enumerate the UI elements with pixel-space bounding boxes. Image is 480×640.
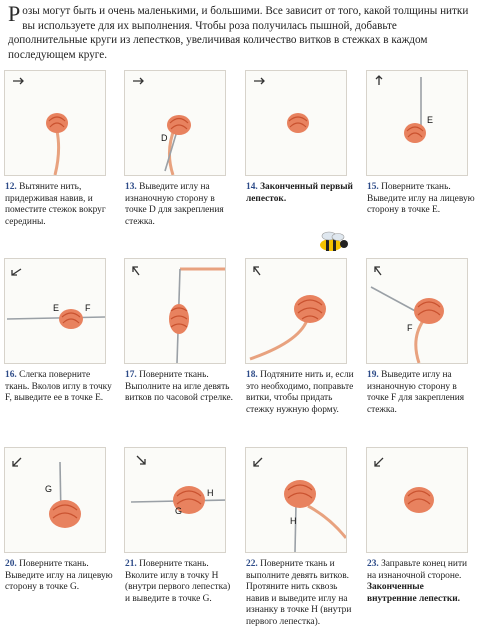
step-23-bold-text: Законченные внутренние лепестки. xyxy=(367,582,460,604)
point-label: H xyxy=(207,488,214,498)
point-label: F xyxy=(85,303,91,313)
step-12-illustration xyxy=(5,71,106,176)
step-17-caption xyxy=(125,370,233,405)
step-13-number: 13. xyxy=(125,182,137,192)
rose-knot xyxy=(284,480,316,508)
step-16-text: Слегка поверните ткань. Вколов иглу в точку F, выведите ее в точке E. xyxy=(5,370,112,404)
step-12-photo xyxy=(4,70,106,176)
step-21-number: 21. xyxy=(125,559,137,569)
step-16-illustration xyxy=(5,259,106,364)
point-label: G xyxy=(45,484,53,494)
step-19-caption xyxy=(367,370,475,416)
rose-knot xyxy=(294,295,326,323)
needle xyxy=(371,287,419,313)
intro-text: озы могут быть и очень маленькими, и большими. Все зависит от того, какой толщины нитки вы используете для их выполнения. Чтобы роза получилась пышной, добавьте дополнительные круги из лепестков, увеличивая количество витков в стежках в каждом последующем круге. xyxy=(8,5,469,61)
step-22-caption xyxy=(246,559,354,629)
step-22-photo xyxy=(245,447,347,553)
thread-tail xyxy=(250,317,308,359)
step-22-illustration xyxy=(246,448,347,553)
step-19-photo xyxy=(366,258,468,364)
arrow-icon xyxy=(133,78,143,84)
step-23-number: 23. xyxy=(367,559,379,569)
step-12-text: Вытяните нить, придерживая навив, и поместите стежок вокруг середины. xyxy=(5,182,106,227)
step-17-photo xyxy=(124,258,226,364)
step-15-number: 15. xyxy=(367,182,379,192)
step-19-text: Выведите иглу на изнаночную сторону в точке F для закрепления стежка. xyxy=(367,370,465,415)
step-18-caption xyxy=(246,370,354,416)
thread-tail xyxy=(55,131,59,175)
arrow-icon xyxy=(254,267,260,275)
intro-drop-letter: Р xyxy=(8,1,21,26)
step-18-text: Подтяните нить и, если это необходимо, поправьте витки, чтобы придать стежку нужную форму. xyxy=(246,370,354,415)
step-12-caption xyxy=(5,182,113,228)
arrow-icon xyxy=(12,269,21,275)
step-20-caption xyxy=(5,559,113,594)
step-14-caption xyxy=(246,182,354,205)
rose-knot xyxy=(49,500,81,528)
step-17-illustration xyxy=(125,259,226,364)
thread-tail xyxy=(308,506,346,538)
step-15-caption xyxy=(367,182,475,217)
step-21-caption xyxy=(125,559,233,605)
step-17-text: Поверните ткань. Выполните на игле девять витков по часовой стрелке. xyxy=(125,370,233,404)
arrow-icon xyxy=(375,267,381,275)
needle xyxy=(7,317,105,319)
bee-icon xyxy=(311,230,357,256)
step-18-photo xyxy=(245,258,347,364)
step-17-number: 17. xyxy=(125,370,137,380)
step-15-text: Поверните ткань. Выведите иглу на лицевую сторону в точке E. xyxy=(367,182,475,216)
arrow-icon xyxy=(133,267,139,275)
arrow-icon xyxy=(13,458,21,466)
arrow-icon xyxy=(13,78,23,84)
step-13-text: Выведите иглу на изнаночную сторону в точке D для закрепления стежка. xyxy=(125,182,224,227)
step-13-caption xyxy=(125,182,233,228)
step-12-number: 12. xyxy=(5,182,17,192)
step-14-bold-text: Законченный первый лепесток. xyxy=(246,182,353,204)
arrow-icon xyxy=(137,456,145,464)
point-label: H xyxy=(290,516,297,526)
point-label: E xyxy=(53,303,60,313)
step-15-illustration xyxy=(367,71,468,176)
needle xyxy=(295,504,296,552)
step-14-photo xyxy=(245,70,347,176)
step-23-photo xyxy=(366,447,468,553)
step-19-illustration xyxy=(367,259,468,364)
step-13-photo xyxy=(124,70,226,176)
step-15-photo xyxy=(366,70,468,176)
arrow-icon xyxy=(254,458,262,466)
step-18-number: 18. xyxy=(246,370,258,380)
step-20-photo xyxy=(4,447,106,553)
point-label: G xyxy=(175,506,183,516)
step-13-illustration xyxy=(125,71,226,176)
step-21-photo xyxy=(124,447,226,553)
step-16-photo xyxy=(4,258,106,364)
step-20-illustration xyxy=(5,448,106,553)
step-23-text: Заправьте конец нити на изнаночной стороне. xyxy=(367,559,468,581)
step-20-number: 20. xyxy=(5,559,17,569)
step-19-number: 19. xyxy=(367,370,379,380)
step-23-caption xyxy=(367,559,475,605)
step-21-illustration xyxy=(125,448,226,553)
step-22-number: 22. xyxy=(246,559,258,569)
point-label: E xyxy=(427,115,434,125)
thread-tail xyxy=(416,321,423,363)
point-label: D xyxy=(161,133,168,143)
step-23-illustration xyxy=(367,448,468,553)
step-20-text: Поверните ткань. Выведите иглу на лицевую сторону в точке G. xyxy=(5,559,113,593)
step-14-illustration xyxy=(246,71,347,176)
point-label: F xyxy=(407,323,413,333)
arrow-icon xyxy=(376,76,382,85)
step-22-text: Поверните ткань и выполните девять витков. Протяните нить сквозь навив и выведите иглу на изнанку в точке H (внутри первого лепестка). xyxy=(246,559,352,627)
arrow-icon xyxy=(375,458,383,466)
step-21-text: Поверните ткань. Вколите иглу в точку H (внутри первого лепестка) и выведите в точке G. xyxy=(125,559,231,604)
step-16-caption xyxy=(5,370,113,405)
step-14-number: 14. xyxy=(246,182,258,192)
step-16-number: 16. xyxy=(5,370,17,380)
step-18-illustration xyxy=(246,259,347,364)
arrow-icon xyxy=(254,78,264,84)
